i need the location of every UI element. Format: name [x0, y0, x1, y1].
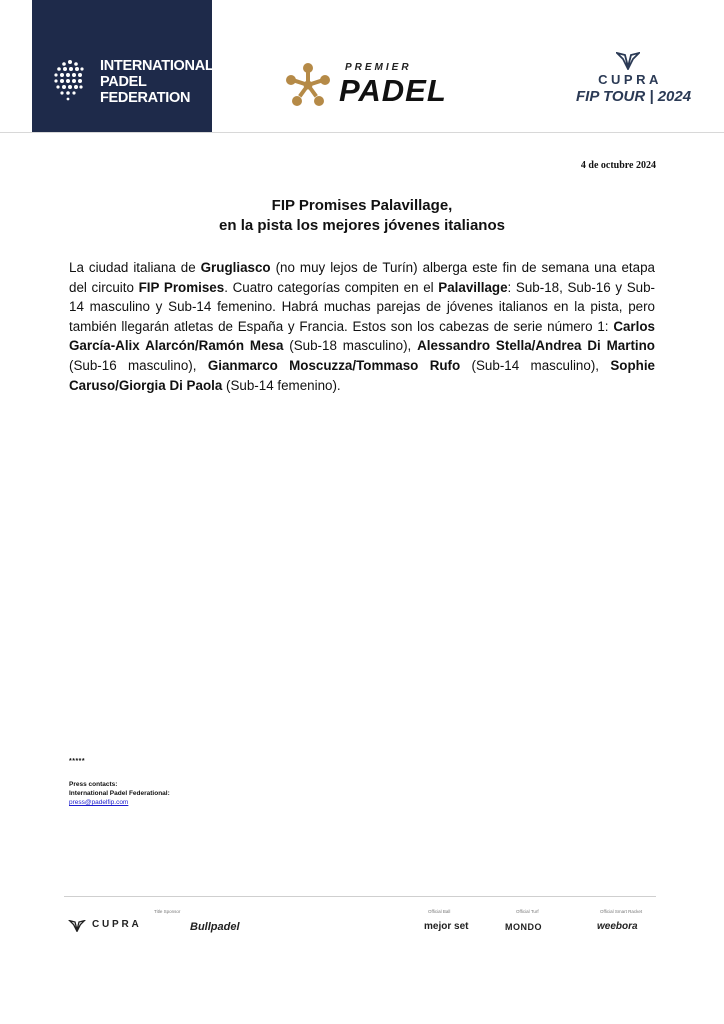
footer-divider: [64, 896, 656, 897]
contacts-label: Press contacts:: [69, 781, 118, 788]
document-title: [0, 196, 724, 236]
body-text-run: La ciudad italiana de: [69, 260, 201, 275]
body-text-run: (Sub-18 masculino),: [283, 338, 418, 354]
premier-padel-logo: [285, 60, 495, 112]
contacts-org: International Padel Federational:: [69, 790, 170, 797]
sponsor-mejorset: mejor set: [424, 921, 469, 932]
fip-globe-icon: [52, 58, 88, 102]
contacts-email-link[interactable]: press@padelfip.com: [69, 799, 129, 806]
fip-wordmark: [100, 58, 213, 106]
official-turf-caption: Official Turf: [516, 909, 539, 914]
title-line-2: en la pista los mejores jóvenes italianos: [219, 217, 505, 234]
body-bold-run: Grugliasco: [200, 260, 271, 275]
body-bold-run: Alessandro Stella/Andrea Di Martino: [417, 338, 655, 354]
fip-tour-label: FIP TOUR | 2024: [576, 88, 692, 105]
fip-line-3: FEDERATION: [100, 90, 191, 106]
header-divider: [0, 132, 724, 133]
padel-label: PADEL: [339, 73, 447, 108]
fip-logo-block: [32, 0, 212, 133]
body-text-run: : Sub-18, Sub-16 y Sub-14 masculino y Sub-14 femenino. Habrá muchas parejas de jóvenes italianos en la pista, pero también llegarán atletas de España y Francia. Estos son los cabezas de serie número 1:: [69, 279, 655, 334]
cupra-wordmark: CUPRA: [598, 72, 662, 87]
title-sponsor-caption: Title Sponsor: [154, 909, 181, 914]
body-text-run: (Sub-14 femenino).: [222, 377, 341, 393]
body-paragraph: [69, 258, 655, 395]
body-bold-run: Carlos García-Alix Alarcón/Ramón Mesa: [69, 318, 655, 354]
title-line-1: FIP Promises Palavillage,: [271, 197, 453, 214]
sponsor-bullpadel: Bullpadel: [190, 921, 240, 933]
sponsor-mondo: MONDO: [505, 922, 542, 932]
official-racket-caption: Official Smart Racket: [600, 909, 643, 914]
page-header: [0, 0, 724, 133]
sponsor-cupra-label: CUPRA: [92, 919, 142, 930]
body-text-run: (Sub-16 masculino),: [69, 357, 208, 373]
separator-stars: *****: [69, 758, 86, 765]
body-bold-run: Palavillage: [438, 279, 508, 295]
cupra-fip-tour-logo: [574, 52, 692, 114]
fip-line-1: INTERNATIONAL: [100, 58, 214, 74]
sponsor-weebora: weebora: [597, 921, 638, 932]
body-bold-run: Sophie Caruso/Giorgia Di Paola: [69, 357, 655, 393]
official-ball-caption: Official Ball: [428, 909, 451, 914]
body-text-run: (Sub-14 masculino),: [460, 357, 611, 373]
fip-line-2: PADEL: [100, 74, 147, 90]
body-bold-run: Gianmarco Moscuzza/Tommaso Rufo: [207, 357, 461, 373]
cupra-emblem-icon: [616, 52, 640, 70]
premier-padel-star-icon: [285, 62, 331, 108]
body-bold-run: FIP Promises: [138, 279, 225, 295]
premier-label: PREMIER: [345, 62, 412, 73]
sponsor-cupra: [68, 918, 168, 936]
press-contacts: [69, 780, 170, 807]
document-date: 4 de octubre 2024: [580, 160, 656, 171]
cupra-emblem-icon: [68, 920, 86, 932]
body-text-run: . Cuatro categorías compiten en el: [224, 279, 439, 295]
body-text-run: (no muy lejos de Turín) alberga este fin de semana una etapa del circuito: [69, 260, 655, 295]
